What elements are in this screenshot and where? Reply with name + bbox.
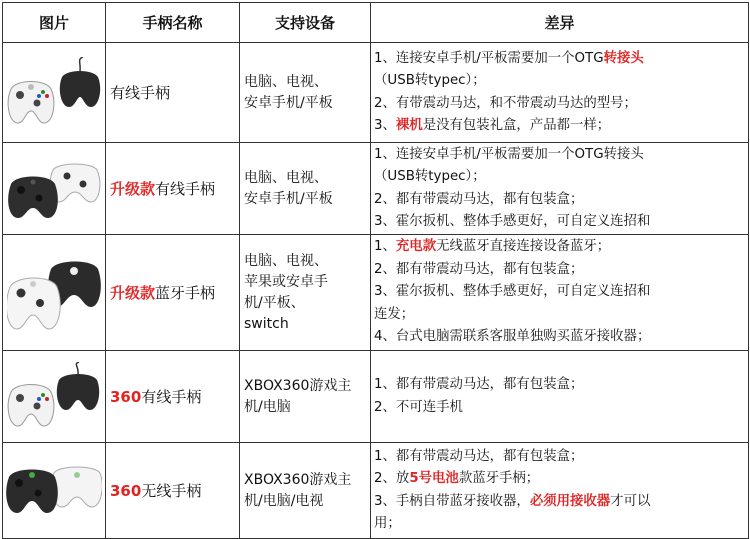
product-image-cell: [3, 443, 106, 539]
diff-line: 3、裸机是没有包装礼盒，产品都一样；: [374, 118, 611, 133]
name-highlight: 360: [110, 482, 142, 500]
device-line: 机/平板、: [244, 294, 305, 311]
product-name-cell: [106, 143, 240, 235]
diff-line: 2、放5号电池款蓝牙手柄；: [374, 471, 540, 486]
devices-cell: [240, 351, 371, 443]
device-line: 机/电脑: [244, 398, 291, 415]
devices-cell: [240, 43, 371, 143]
header-diff: 差异: [371, 3, 749, 43]
diff-line: 2、都有带震动马达，都有包装盒；: [374, 261, 584, 277]
diff-line: 1、都有带震动马达，都有包装盒；: [374, 448, 584, 464]
diff-line: （USB转typec）；: [374, 169, 486, 184]
diff-cell: [371, 143, 749, 235]
devices-cell: [240, 143, 371, 235]
header-image: 图片: [3, 3, 106, 43]
diff-line: 1、充电款无线蓝牙直接连接设备蓝牙；: [374, 239, 611, 255]
device-line: 电脑、电视、: [244, 252, 328, 269]
device-line: 电脑、电视、: [244, 169, 328, 186]
diff-line: 1、连接安卓手机/平板需要加一个OTG转接头: [374, 146, 644, 162]
table-row: [3, 43, 749, 143]
diff-cell: [371, 235, 749, 351]
diff-line: 1、都有带震动马达，都有包装盒；: [374, 377, 584, 392]
device-line: switch: [244, 315, 289, 332]
table-row: [3, 235, 749, 351]
name-highlight: 360: [110, 388, 142, 406]
table-row: [3, 143, 749, 235]
table-row: [3, 443, 749, 539]
product-image-cell: [3, 235, 106, 351]
controller-pair-icon: [7, 253, 101, 333]
diff-line: 1、连接安卓手机/平板需要加一个OTG转接头: [374, 50, 644, 66]
controller-pair-icon: [7, 362, 101, 432]
name-text: 有线手柄: [155, 180, 216, 198]
header-name: 手柄名称: [106, 3, 240, 43]
name-highlight: 升级款: [110, 180, 156, 198]
controller-comparison-table: [2, 2, 749, 539]
controller-pair-icon: [7, 154, 101, 224]
device-line: 安卓手机/平板: [244, 190, 333, 207]
diff-line: 2、有带震动马达，和不带震动马达的型号；: [374, 95, 637, 111]
devices-cell: [240, 443, 371, 539]
name-text: 有线手柄: [110, 84, 171, 102]
device-line: 安卓手机/平板: [244, 94, 333, 111]
device-line: XBOX360游戏主: [244, 377, 352, 394]
device-line: XBOX360游戏主: [244, 471, 352, 488]
product-name-cell: [106, 43, 240, 143]
product-image-cell: [3, 351, 106, 443]
diff-cell: [371, 351, 749, 443]
diff-line: 2、都有带震动马达，都有包装盒；: [374, 191, 584, 207]
controller-pair-icon: [6, 461, 102, 521]
diff-line: 3、手柄自带蓝牙接收器，必须用接收器才可以: [374, 493, 651, 509]
diff-line: 连发；: [374, 306, 415, 322]
product-name-cell: [106, 443, 240, 539]
product-name-cell: [106, 351, 240, 443]
product-image-cell: [3, 43, 106, 143]
header-devices: 支持设备: [240, 3, 371, 43]
diff-line: 2、不可连手机: [374, 399, 463, 415]
diff-line: （USB转typec）；: [374, 73, 486, 88]
diff-line: 3、霍尔扳机、整体手感更好，可自定义连招和: [374, 214, 651, 229]
diff-line: 4、台式电脑需联系客服单独购买蓝牙接收器；: [374, 329, 651, 345]
name-highlight: 升级款: [110, 284, 156, 302]
devices-cell: [240, 235, 371, 351]
name-text: 无线手柄: [141, 482, 202, 500]
name-text: 有线手柄: [141, 388, 202, 406]
name-text: 蓝牙手柄: [155, 284, 216, 302]
device-line: 电脑、电视、: [244, 73, 328, 90]
diff-cell: [371, 43, 749, 143]
table-row: [3, 351, 749, 443]
diff-line: 用；: [374, 516, 401, 531]
diff-cell: [371, 443, 749, 539]
device-line: 苹果或安卓手: [244, 273, 328, 290]
diff-line: 3、霍尔扳机、整体手感更好，可自定义连招和: [374, 284, 651, 300]
product-image-cell: [3, 143, 106, 235]
product-name-cell: [106, 235, 240, 351]
device-line: 机/电脑/电视: [244, 492, 324, 509]
header-row: [3, 3, 749, 43]
controller-pair-icon: [7, 57, 101, 129]
